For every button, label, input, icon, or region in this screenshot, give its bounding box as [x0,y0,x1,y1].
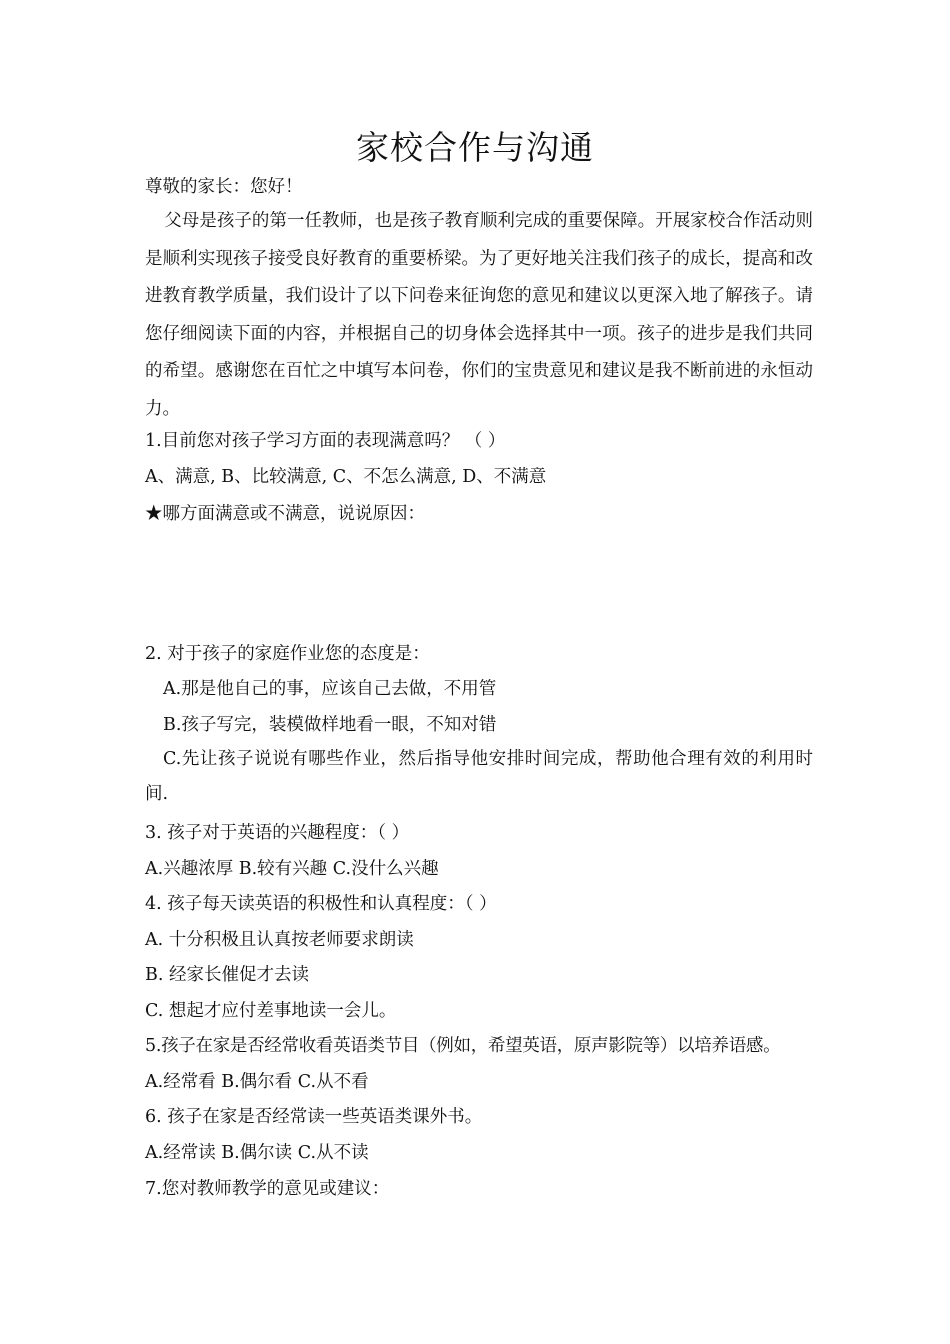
question-2: 2. 对于孩子的家庭作业您的态度是： [145,644,430,664]
intro-paragraph: 父母是孩子的第一任教师，也是孩子教育顺利完成的重要保障。开展家校合作活动则是顺利实现孩子接受良好教育的重要桥梁。为了更好地关注我们孩子的成长，提高和改进教育教学质量，我们设计了以下问卷来征询您的意见和建议以更深入地了解孩子。请您仔细阅读下面的内容，并根据自己的切身体会选择其中一项。孩子的进步是我们共同的希望。感谢您在百忙之中填写本问卷，你们的宝贵意见和建议是我不断前进的永恒动力。 [145,211,813,419]
question-2-option-b: B.孩子写完，装模做样地看一眼，不知对错 [163,715,497,735]
question-7: 7.您对教师教学的意见或建议： [145,1179,390,1199]
question-4: 4. 孩子每天读英语的积极性和认真程度：（ ） [145,894,497,914]
document-title: 家校合作与沟通 [356,128,594,167]
question-4-option-c: C. 想起才应付差事地读一会儿。 [145,1001,397,1021]
question-6: 6. 孩子在家是否经常读一些英语类课外书。 [145,1107,483,1127]
question-5: 5.孩子在家是否经常收看英语类节目（例如，希望英语，原声影院等）以培养语感。 [145,1036,781,1056]
question-2-option-c: C.先让孩子说说有哪些作业，然后指导他安排时间完成，帮助他合理有效的利用时间. [145,749,813,804]
greeting: 尊敬的家长：您好！ [145,177,303,197]
question-1: 1.目前您对孩子学习方面的表现满意吗？ （ ） [145,431,506,451]
question-5-options: A.经常看 B.偶尔看 C.从不看 [145,1072,369,1092]
question-4-option-a: A. 十分积极且认真按老师要求朗读 [145,930,414,950]
question-1-followup: ★哪方面满意或不满意，说说原因： [145,504,425,524]
question-1-options: A、满意, B、比较满意, C、不怎么满意, D、不满意 [145,467,547,487]
question-4-option-b: B. 经家长催促才去读 [145,965,309,985]
question-3: 3. 孩子对于英语的兴趣程度：（ ） [145,823,410,843]
question-2-option-a: A.那是他自己的事，应该自己去做，不用管 [163,679,497,699]
question-3-options: A.兴趣浓厚 B.较有兴趣 C.没什么兴趣 [145,859,439,879]
question-6-options: A.经常读 B.偶尔读 C.从不读 [145,1143,369,1163]
